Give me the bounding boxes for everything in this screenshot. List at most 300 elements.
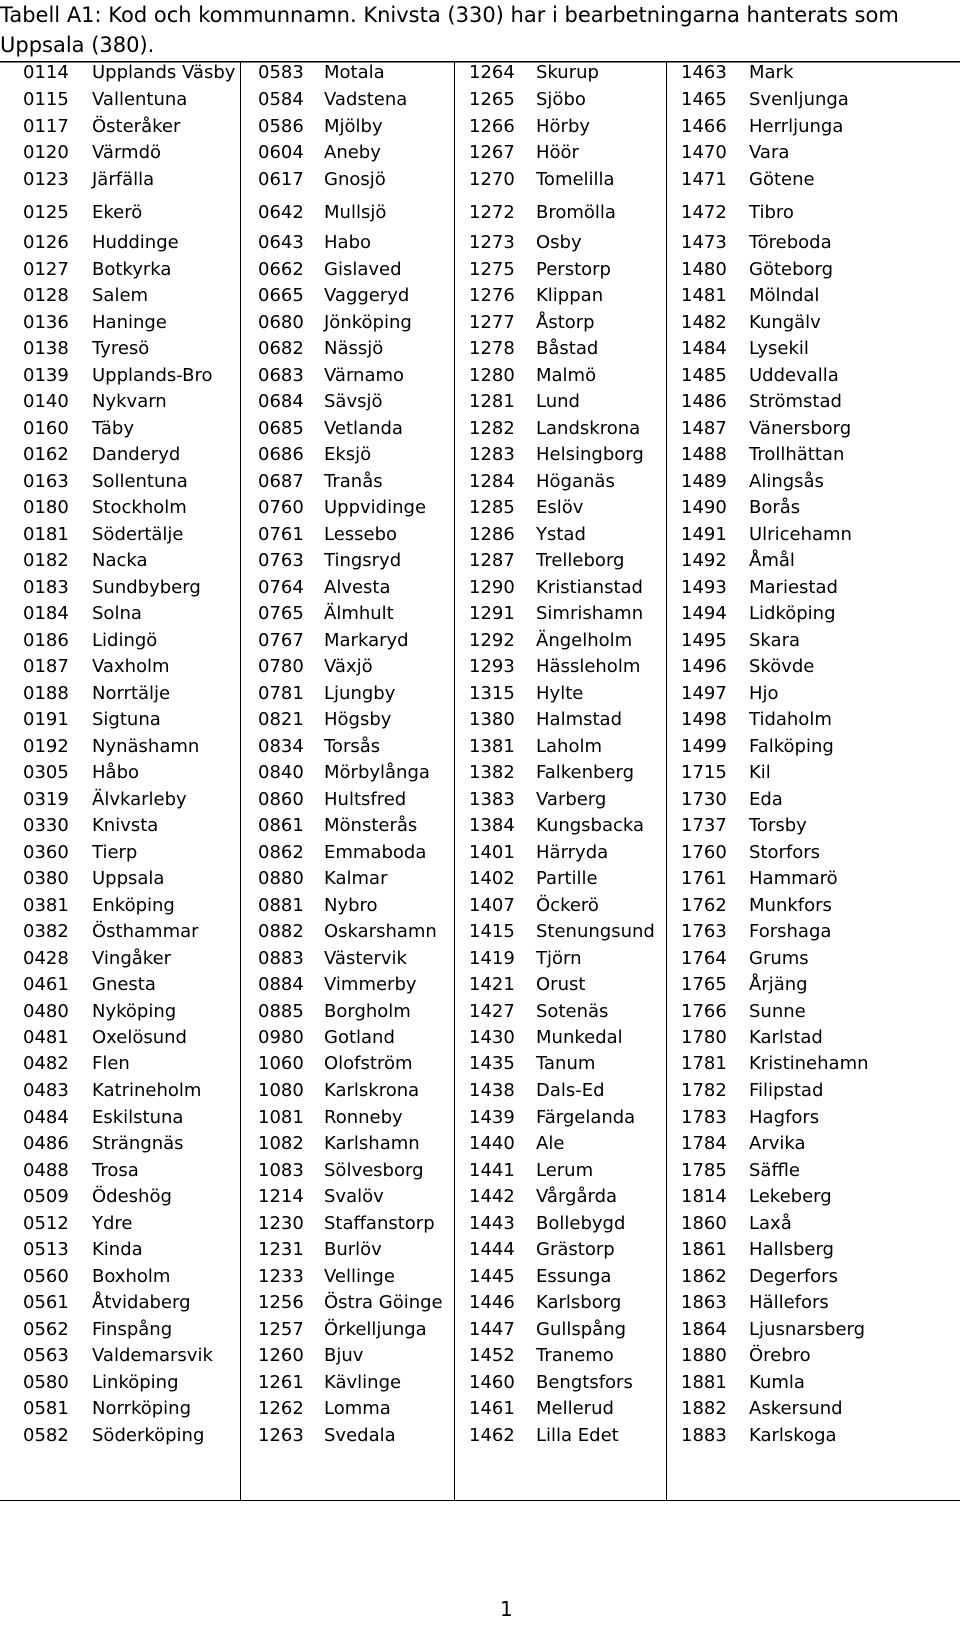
- municipality-code: 0182: [23, 550, 69, 571]
- municipality-code: 0461: [23, 974, 69, 995]
- municipality-name: Lilla Edet: [536, 1425, 619, 1446]
- municipality-name: Mjölby: [324, 116, 383, 137]
- municipality-name: Säffle: [749, 1160, 800, 1181]
- municipality-code: 1460: [469, 1372, 515, 1393]
- municipality-name: Bollebygd: [536, 1213, 626, 1234]
- municipality-name: Eslöv: [536, 497, 584, 518]
- municipality-name: Håbo: [92, 762, 140, 783]
- municipality-name: Vimmerby: [324, 974, 417, 995]
- municipality-code: 0488: [23, 1160, 69, 1181]
- municipality-name: Bengtsfors: [536, 1372, 633, 1393]
- municipality-code: 0163: [23, 471, 69, 492]
- municipality-name: Essunga: [536, 1266, 612, 1287]
- municipality-code: 1283: [469, 444, 515, 465]
- table-column-3: [454, 62, 667, 1500]
- municipality-code: 0509: [23, 1186, 69, 1207]
- municipality-name: Höör: [536, 142, 579, 163]
- municipality-name: Töreboda: [749, 232, 832, 253]
- municipality-name: Växjö: [324, 656, 373, 677]
- municipality-name: Bromölla: [536, 202, 616, 223]
- municipality-name: Arvika: [749, 1133, 806, 1154]
- municipality-code: 0583: [258, 62, 304, 83]
- municipality-code: 0643: [258, 232, 304, 253]
- municipality-code: 1783: [681, 1107, 727, 1128]
- municipality-code: 1082: [258, 1133, 304, 1154]
- municipality-name: Jönköping: [324, 312, 412, 333]
- municipality-code: 1782: [681, 1080, 727, 1101]
- municipality-code: 0330: [23, 815, 69, 836]
- municipality-code: 1282: [469, 418, 515, 439]
- municipality-code: 0884: [258, 974, 304, 995]
- municipality-name: Kalmar: [324, 868, 388, 889]
- municipality-name: Tibro: [749, 202, 794, 223]
- municipality-name: Åmål: [749, 550, 795, 571]
- municipality-name: Partille: [536, 868, 598, 889]
- municipality-code: 1499: [681, 736, 727, 757]
- municipality-code: 0180: [23, 497, 69, 518]
- municipality-name: Öckerö: [536, 895, 599, 916]
- municipality-name: Mark: [749, 62, 794, 83]
- municipality-name: Trollhättan: [749, 444, 845, 465]
- municipality-name: Orust: [536, 974, 586, 995]
- municipality-code: 0484: [23, 1107, 69, 1128]
- municipality-name: Vingåker: [92, 948, 172, 969]
- municipality-code: 0980: [258, 1027, 304, 1048]
- municipality-name: Hultsfred: [324, 789, 407, 810]
- municipality-code: 0380: [23, 868, 69, 889]
- municipality-name: Solna: [92, 603, 142, 624]
- municipality-name: Mörbylånga: [324, 762, 430, 783]
- municipality-code: 1285: [469, 497, 515, 518]
- municipality-name: Eda: [749, 789, 783, 810]
- municipality-name: Vaggeryd: [324, 285, 410, 306]
- municipality-name: Botkyrka: [92, 259, 172, 280]
- page-number: 1: [500, 1597, 513, 1621]
- municipality-name: Nynäshamn: [92, 736, 200, 757]
- municipality-code: 1263: [258, 1425, 304, 1446]
- municipality-code: 1231: [258, 1239, 304, 1260]
- municipality-code: 1233: [258, 1266, 304, 1287]
- municipality-code: 0760: [258, 497, 304, 518]
- municipality-code: 1080: [258, 1080, 304, 1101]
- municipality-code: 1763: [681, 921, 727, 942]
- municipality-code: 1465: [681, 89, 727, 110]
- municipality-code: 0483: [23, 1080, 69, 1101]
- municipality-name: Torsås: [324, 736, 381, 757]
- municipality-code: 1484: [681, 338, 727, 359]
- municipality-code: 0604: [258, 142, 304, 163]
- municipality-code: 0127: [23, 259, 69, 280]
- municipality-name: Sundbyberg: [92, 577, 201, 598]
- municipality-name: Karlsborg: [536, 1292, 622, 1313]
- municipality-name: Forshaga: [749, 921, 832, 942]
- municipality-code: 0582: [23, 1425, 69, 1446]
- municipality-name: Tranås: [324, 471, 383, 492]
- municipality-code: 1272: [469, 202, 515, 223]
- municipality-code: 0586: [258, 116, 304, 137]
- municipality-code: 0186: [23, 630, 69, 651]
- municipality-name: Motala: [324, 62, 385, 83]
- municipality-code: 1487: [681, 418, 727, 439]
- municipality-code: 1261: [258, 1372, 304, 1393]
- municipality-code: 1380: [469, 709, 515, 730]
- municipality-code: 0192: [23, 736, 69, 757]
- municipality-code: 1473: [681, 232, 727, 253]
- municipality-name: Svedala: [324, 1425, 396, 1446]
- municipality-code: 1286: [469, 524, 515, 545]
- municipality-name: Perstorp: [536, 259, 611, 280]
- municipality-code: 1498: [681, 709, 727, 730]
- municipality-code: 1407: [469, 895, 515, 916]
- municipality-code: 1461: [469, 1398, 515, 1419]
- municipality-code: 0187: [23, 656, 69, 677]
- municipality-code: 0481: [23, 1027, 69, 1048]
- municipality-name: Kristianstad: [536, 577, 643, 598]
- municipality-code: 1419: [469, 948, 515, 969]
- municipality-name: Finspång: [92, 1319, 173, 1340]
- municipality-code: 0840: [258, 762, 304, 783]
- municipality-name: Östhammar: [92, 921, 199, 942]
- municipality-name: Emmaboda: [324, 842, 427, 863]
- municipality-name: Uppsala: [92, 868, 165, 889]
- municipality-code: 0123: [23, 169, 69, 190]
- municipality-code: 1766: [681, 1001, 727, 1022]
- municipality-code: 1780: [681, 1027, 727, 1048]
- municipality-name: Oxelösund: [92, 1027, 187, 1048]
- municipality-name: Götene: [749, 169, 815, 190]
- municipality-name: Alvesta: [324, 577, 391, 598]
- municipality-code: 1381: [469, 736, 515, 757]
- municipality-code: 1863: [681, 1292, 727, 1313]
- municipality-code: 1273: [469, 232, 515, 253]
- municipality-code: 0780: [258, 656, 304, 677]
- municipality-name: Borås: [749, 497, 801, 518]
- municipality-name: Gislaved: [324, 259, 402, 280]
- municipality-code: 0767: [258, 630, 304, 651]
- municipality-name: Strömstad: [749, 391, 842, 412]
- municipality-code: 0188: [23, 683, 69, 704]
- municipality-code: 1262: [258, 1398, 304, 1419]
- municipality-code: 0764: [258, 577, 304, 598]
- municipality-code: 1266: [469, 116, 515, 137]
- municipality-code: 1382: [469, 762, 515, 783]
- municipality-code: 1860: [681, 1213, 727, 1234]
- municipality-code: 1427: [469, 1001, 515, 1022]
- municipality-name: Gnosjö: [324, 169, 386, 190]
- table-column-4: [666, 62, 897, 1500]
- municipality-code: 0686: [258, 444, 304, 465]
- municipality-code: 1265: [469, 89, 515, 110]
- municipality-code: 0683: [258, 365, 304, 386]
- municipality-name: Trosa: [92, 1160, 139, 1181]
- municipality-code: 1293: [469, 656, 515, 677]
- municipality-code: 1480: [681, 259, 727, 280]
- municipality-name: Norrköping: [92, 1398, 192, 1419]
- municipality-code: 1814: [681, 1186, 727, 1207]
- municipality-name: Sotenäs: [536, 1001, 609, 1022]
- municipality-code: 1882: [681, 1398, 727, 1419]
- municipality-name: Burlöv: [324, 1239, 382, 1260]
- municipality-name: Munkfors: [749, 895, 832, 916]
- municipality-code: 0183: [23, 577, 69, 598]
- municipality-name: Stenungsund: [536, 921, 655, 942]
- municipality-name: Eskilstuna: [92, 1107, 184, 1128]
- municipality-name: Vellinge: [324, 1266, 395, 1287]
- municipality-name: Karlskrona: [324, 1080, 420, 1101]
- municipality-name: Ljusnarsberg: [749, 1319, 866, 1340]
- municipality-name: Oskarshamn: [324, 921, 437, 942]
- municipality-name: Vara: [749, 142, 790, 163]
- municipality-code: 0128: [23, 285, 69, 306]
- municipality-code: 0781: [258, 683, 304, 704]
- municipality-code: 1441: [469, 1160, 515, 1181]
- municipality-name: Karlskoga: [749, 1425, 837, 1446]
- municipality-code: 1290: [469, 577, 515, 598]
- municipality-name: Enköping: [92, 895, 175, 916]
- municipality-name: Mellerud: [536, 1398, 614, 1419]
- municipality-code: 0763: [258, 550, 304, 571]
- municipality-code: 0861: [258, 815, 304, 836]
- municipality-name: Sävsjö: [324, 391, 383, 412]
- municipality-name: Huddinge: [92, 232, 179, 253]
- municipality-code: 1278: [469, 338, 515, 359]
- municipality-name: Tingsryd: [324, 550, 402, 571]
- municipality-code: 1402: [469, 868, 515, 889]
- municipality-code: 1083: [258, 1160, 304, 1181]
- municipality-name: Alingsås: [749, 471, 824, 492]
- municipality-code: 0880: [258, 868, 304, 889]
- municipality-code: 0480: [23, 1001, 69, 1022]
- municipality-name: Ronneby: [324, 1107, 403, 1128]
- municipality-name: Värnamo: [324, 365, 405, 386]
- municipality-code: 1482: [681, 312, 727, 333]
- municipality-code: 0680: [258, 312, 304, 333]
- municipality-name: Mariestad: [749, 577, 838, 598]
- municipality-name: Halmstad: [536, 709, 622, 730]
- municipality-name: Staffanstorp: [324, 1213, 435, 1234]
- municipality-code: 0138: [23, 338, 69, 359]
- municipality-code: 0115: [23, 89, 69, 110]
- municipality-name: Västervik: [324, 948, 407, 969]
- municipality-name: Tyresö: [92, 338, 150, 359]
- municipality-code: 0382: [23, 921, 69, 942]
- municipality-code: 0125: [23, 202, 69, 223]
- municipality-name: Täby: [92, 418, 135, 439]
- municipality-name: Askersund: [749, 1398, 843, 1419]
- municipality-code: 1277: [469, 312, 515, 333]
- municipality-code: 1761: [681, 868, 727, 889]
- municipality-code: 0580: [23, 1372, 69, 1393]
- municipality-code: 0684: [258, 391, 304, 412]
- municipality-code: 1291: [469, 603, 515, 624]
- municipality-code: 1471: [681, 169, 727, 190]
- municipality-name: Älmhult: [324, 603, 394, 624]
- municipality-name: Hagfors: [749, 1107, 820, 1128]
- municipality-name: Tranemo: [536, 1345, 614, 1366]
- municipality-code: 1715: [681, 762, 727, 783]
- municipality-name: Göteborg: [749, 259, 834, 280]
- municipality-code: 1491: [681, 524, 727, 545]
- municipality-code: 1384: [469, 815, 515, 836]
- municipality-code: 0862: [258, 842, 304, 863]
- municipality-name: Kinda: [92, 1239, 143, 1260]
- municipality-name: Järfälla: [92, 169, 155, 190]
- municipality-name: Aneby: [324, 142, 381, 163]
- table-bottom-rule: [0, 1500, 960, 1501]
- municipality-code: 1401: [469, 842, 515, 863]
- municipality-code: 0140: [23, 391, 69, 412]
- municipality-code: 0662: [258, 259, 304, 280]
- municipality-code: 0114: [23, 62, 69, 83]
- municipality-name: Falköping: [749, 736, 834, 757]
- municipality-name: Tierp: [92, 842, 138, 863]
- municipality-code: 1472: [681, 202, 727, 223]
- municipality-code: 1490: [681, 497, 727, 518]
- municipality-code: 1214: [258, 1186, 304, 1207]
- municipality-name: Örkelljunga: [324, 1319, 427, 1340]
- municipality-code: 1275: [469, 259, 515, 280]
- municipality-code: 1256: [258, 1292, 304, 1313]
- municipality-name: Nässjö: [324, 338, 384, 359]
- municipality-name: Hammarö: [749, 868, 838, 889]
- municipality-name: Varberg: [536, 789, 607, 810]
- municipality-name: Sölvesborg: [324, 1160, 424, 1181]
- municipality-name: Haninge: [92, 312, 167, 333]
- municipality-code: 0486: [23, 1133, 69, 1154]
- municipality-name: Kumla: [749, 1372, 805, 1393]
- municipality-code: 1257: [258, 1319, 304, 1340]
- municipality-code: 1452: [469, 1345, 515, 1366]
- municipality-name: Herrljunga: [749, 116, 844, 137]
- municipality-name: Tidaholm: [749, 709, 832, 730]
- municipality-code: 0665: [258, 285, 304, 306]
- municipality-name: Falkenberg: [536, 762, 635, 783]
- municipality-code: 0120: [23, 142, 69, 163]
- municipality-code: 1497: [681, 683, 727, 704]
- municipality-code: 0883: [258, 948, 304, 969]
- municipality-code: 0136: [23, 312, 69, 333]
- municipality-name: Hallsberg: [749, 1239, 834, 1260]
- municipality-code: 1462: [469, 1425, 515, 1446]
- municipality-code: 1862: [681, 1266, 727, 1287]
- municipality-code: 1383: [469, 789, 515, 810]
- municipality-name: Degerfors: [749, 1266, 838, 1287]
- municipality-code: 0882: [258, 921, 304, 942]
- municipality-name: Vallentuna: [92, 89, 188, 110]
- municipality-name: Osby: [536, 232, 582, 253]
- municipality-name: Landskrona: [536, 418, 641, 439]
- municipality-name: Gotland: [324, 1027, 395, 1048]
- municipality-table: [0, 62, 960, 1500]
- municipality-code: 0642: [258, 202, 304, 223]
- municipality-code: 1442: [469, 1186, 515, 1207]
- municipality-name: Östra Göinge: [324, 1292, 443, 1313]
- municipality-name: Hylte: [536, 683, 584, 704]
- municipality-code: 1430: [469, 1027, 515, 1048]
- municipality-name: Härryda: [536, 842, 609, 863]
- municipality-code: 1880: [681, 1345, 727, 1366]
- municipality-name: Karlshamn: [324, 1133, 420, 1154]
- municipality-code: 0513: [23, 1239, 69, 1260]
- municipality-name: Grästorp: [536, 1239, 615, 1260]
- municipality-name: Lidköping: [749, 603, 836, 624]
- municipality-code: 0160: [23, 418, 69, 439]
- municipality-name: Habo: [324, 232, 372, 253]
- municipality-code: 0617: [258, 169, 304, 190]
- municipality-name: Örebro: [749, 1345, 811, 1366]
- municipality-code: 0428: [23, 948, 69, 969]
- municipality-name: Ängelholm: [536, 630, 633, 651]
- municipality-code: 1493: [681, 577, 727, 598]
- municipality-name: Upplands Väsby: [92, 62, 236, 83]
- municipality-name: Karlstad: [749, 1027, 823, 1048]
- municipality-code: 1081: [258, 1107, 304, 1128]
- municipality-code: 1470: [681, 142, 727, 163]
- municipality-name: Skurup: [536, 62, 599, 83]
- municipality-code: 0860: [258, 789, 304, 810]
- municipality-name: Vaxholm: [92, 656, 170, 677]
- municipality-code: 0139: [23, 365, 69, 386]
- municipality-name: Markaryd: [324, 630, 409, 651]
- municipality-code: 0765: [258, 603, 304, 624]
- municipality-code: 0126: [23, 232, 69, 253]
- municipality-name: Kungälv: [749, 312, 821, 333]
- municipality-name: Storfors: [749, 842, 821, 863]
- municipality-code: 1486: [681, 391, 727, 412]
- municipality-code: 1276: [469, 285, 515, 306]
- municipality-name: Hässleholm: [536, 656, 641, 677]
- municipality-name: Grums: [749, 948, 809, 969]
- municipality-code: 1489: [681, 471, 727, 492]
- municipality-code: 0162: [23, 444, 69, 465]
- municipality-name: Ydre: [92, 1213, 133, 1234]
- municipality-name: Nyköping: [92, 1001, 177, 1022]
- municipality-code: 0561: [23, 1292, 69, 1313]
- municipality-code: 1463: [681, 62, 727, 83]
- table-column-2: [240, 62, 455, 1500]
- municipality-name: Strängnäs: [92, 1133, 184, 1154]
- municipality-name: Lomma: [324, 1398, 391, 1419]
- municipality-code: 0581: [23, 1398, 69, 1419]
- municipality-code: 0512: [23, 1213, 69, 1234]
- municipality-name: Kristinehamn: [749, 1053, 869, 1074]
- municipality-code: 0181: [23, 524, 69, 545]
- municipality-code: 0482: [23, 1053, 69, 1074]
- municipality-name: Trelleborg: [536, 550, 625, 571]
- municipality-name: Sigtuna: [92, 709, 161, 730]
- municipality-name: Helsingborg: [536, 444, 644, 465]
- municipality-code: 0881: [258, 895, 304, 916]
- municipality-code: 1485: [681, 365, 727, 386]
- municipality-name: Ödeshög: [92, 1186, 172, 1207]
- municipality-name: Färgelanda: [536, 1107, 636, 1128]
- municipality-code: 0562: [23, 1319, 69, 1340]
- municipality-name: Österåker: [92, 116, 181, 137]
- municipality-name: Svenljunga: [749, 89, 849, 110]
- municipality-code: 0560: [23, 1266, 69, 1287]
- municipality-code: 1439: [469, 1107, 515, 1128]
- municipality-name: Mullsjö: [324, 202, 387, 223]
- municipality-code: 1292: [469, 630, 515, 651]
- municipality-code: 1488: [681, 444, 727, 465]
- municipality-code: 1762: [681, 895, 727, 916]
- municipality-code: 0381: [23, 895, 69, 916]
- municipality-code: 1737: [681, 815, 727, 836]
- municipality-code: 1281: [469, 391, 515, 412]
- municipality-code: 1315: [469, 683, 515, 704]
- municipality-name: Vetlanda: [324, 418, 403, 439]
- municipality-code: 1883: [681, 1425, 727, 1446]
